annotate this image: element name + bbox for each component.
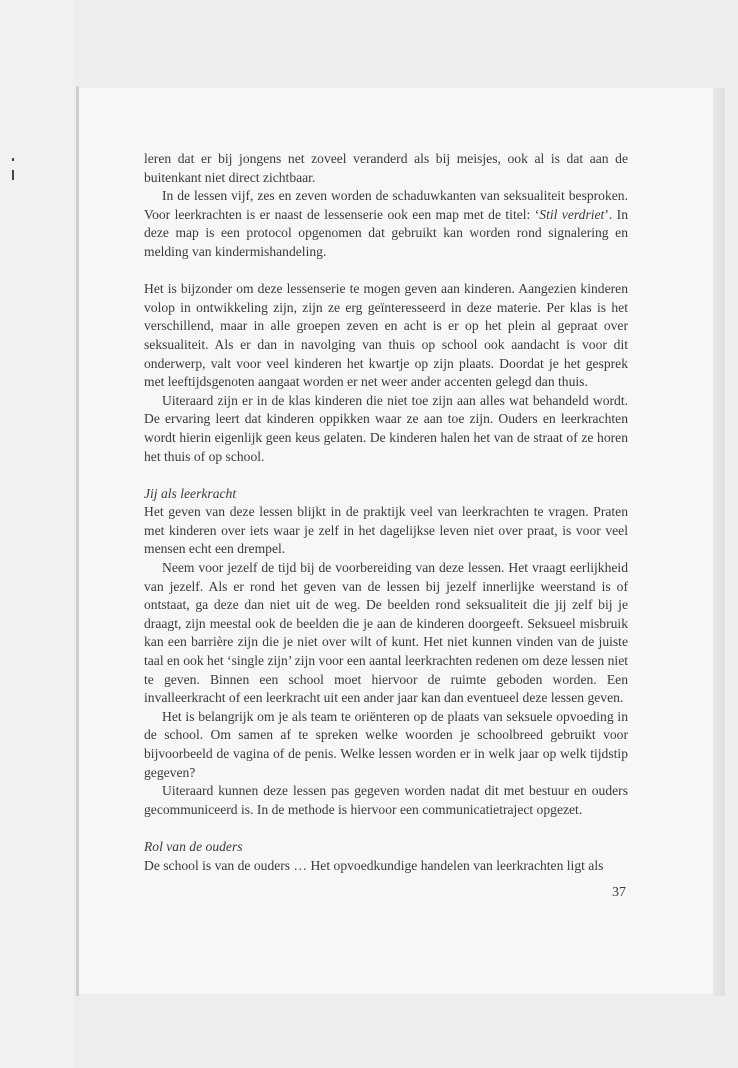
paragraph: Het is belangrijk om je als team te oriënteren op de plaats van seksuele opvoeding in de school. Om samen af te spreken welke woorden je schoolbreed gebruikt voor bijvoorbeeld de vagina of de penis. Welke lessen worden er in welk jaar op welk tijdstip gegeven?	[144, 708, 628, 780]
book-title: Stil verdriet	[539, 206, 605, 222]
section-heading: Jij als leerkracht	[144, 485, 237, 501]
paragraph: Uiteraard zijn er in de klas kinderen die niet toe zijn aan alles wat behandeld wordt. De ervaring leert dat kinderen oppikken waar ze aan toe zijn. Ouders en leerkrachten wordt hierin eigenlijk geen keus gelaten. De kinderen halen het van de straat of ze horen het thuis of op school.	[144, 392, 628, 464]
paragraph-text: In de lessen vijf, zes en zeven worden de schaduwkanten van seksualiteit besproken. Voor leerkrachten is er naast de lessenserie ook een map met de titel: ‘	[144, 188, 628, 222]
paragraph	[144, 187, 628, 261]
paragraph: Het is bijzonder om deze lessenserie te mogen geven aan kinderen. Aangezien kinderen volop in ontwikkeling zijn, zijn ze erg geïnteresseerd in deze materie. Per klas is het verschillend, maar in alle groepen zeven en acht is er op het plein al gepraat over seksualiteit. Als er dan in navolging van thuis op school ook aandacht is voor dit onderwerp, valt voor veel kinderen het kwartje op zijn plaats. Doordat je het gesprek met leeftijdsgenoten aangaat worden er net weer ander accenten gelegd dan thuis.	[144, 281, 628, 390]
paragraph: leren dat er bij jongens net zoveel veranderd als bij meisjes, ook al is dat aan de buitenkant niet direct zichtbaar.	[144, 151, 628, 185]
section-heading: Rol van de ouders	[144, 838, 243, 854]
paragraph: De school is van de ouders … Het opvoedkundige handelen van leerkrachten ligt als	[144, 857, 604, 873]
paragraph: Uiteraard kunnen deze lessen pas gegeven worden nadat dit met bestuur en ouders gecommuniceerd is. In de methode is hiervoor een communicatietraject opgezet.	[144, 783, 628, 817]
page-text	[144, 150, 628, 875]
page-number: 37	[612, 885, 626, 900]
paragraph-text: ’. In deze map is een protocol opgenomen dat gebruikt kan worden rond signalering en melding van kindermishandeling.	[144, 206, 629, 259]
gutter-mark	[12, 170, 14, 180]
page-edge	[713, 88, 725, 996]
gutter-mark	[12, 158, 14, 161]
paragraph: Neem voor jezelf de tijd bij de voorbereiding van deze lessen. Het vraagt eerlijkheid van jezelf. Als er rond het geven van de lessen bij jezelf innerlijke weerstand is of ontstaat, ga deze dan niet uit de weg. De beelden rond seksualiteit die jij zelf bij je draagt, zijn meestal ook de beelden die je aan de kinderen doorgeeft. Seksueel misbruik kan een barrière zijn die je niet over wilt of kunt. Het niet kunnen vinden van de juiste taal en ook het ‘single zijn’ zijn voor een aantal leerkrachten redenen om deze lessen niet te geven. Binnen een school moet hiervoor de ruimte geboden worden. Een invalleerkracht of een leerkracht uit een ander jaar kan dan eventueel deze lessen geven.	[144, 560, 628, 706]
paragraph: Het geven van deze lessen blijkt in de praktijk veel van leerkrachten te vragen. Praten met kinderen over iets waar je zelf in het dagelijkse leven niet over praat, is voor veel mensen echt een drempel.	[144, 504, 628, 557]
book-gutter	[0, 0, 74, 1068]
